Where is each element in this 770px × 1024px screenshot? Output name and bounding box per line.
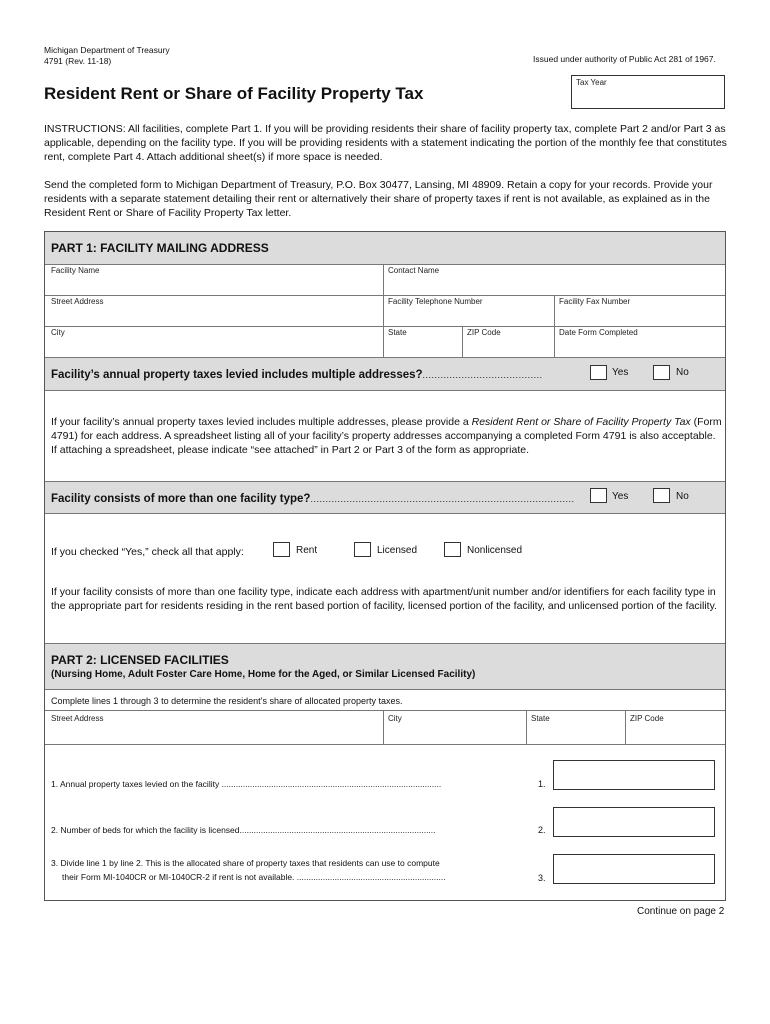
part2-state-label: State [531, 714, 550, 723]
facility-type-yes-checkbox[interactable] [590, 488, 607, 503]
rent-label: Rent [296, 545, 318, 556]
street-address-field[interactable] [45, 296, 383, 326]
facility-type-question: Facility consists of more than one facility type?........................................................................................ [51, 493, 575, 505]
page-title: Resident Rent or Share of Facility Property Tax [44, 84, 424, 103]
form-body [44, 231, 726, 901]
tax-year-field[interactable] [571, 75, 725, 109]
part2-street-label: Street Address [51, 714, 104, 723]
facility-type-no-label: No [676, 491, 689, 502]
facility-type-yes-label: Yes [612, 491, 629, 502]
date-completed-field[interactable] [555, 327, 725, 357]
telephone-field[interactable] [384, 296, 554, 326]
line3-number: 3. [538, 873, 546, 883]
facility-name-field[interactable] [45, 265, 383, 295]
instructions-paragraph: INSTRUCTIONS: All facilities, complete Part 1. If you will be providing residents their share of facility property tax, complete Part 2 and/or Part 3 as applicable, depending on the facility type. If you will be providing residents with a statement indicating the portion of the monthly fee that constitutes rent, complete Part 4. Attach additional sheet(s) if more space is needed. [44, 123, 727, 163]
line3-input[interactable] [553, 854, 715, 884]
part2-subtitle: (Nursing Home, Adult Foster Care Home, Home for the Aged, or Similar Licensed Facility) [51, 669, 476, 680]
continue-note: Continue on page 2 [637, 906, 725, 917]
city-label: City [51, 328, 65, 337]
multiple-addresses-no-checkbox[interactable] [653, 365, 670, 380]
tax-year-label: Tax Year [576, 78, 607, 87]
date-completed-label: Date Form Completed [559, 328, 638, 337]
zip-field[interactable] [463, 327, 554, 357]
part2-city-label: City [388, 714, 402, 723]
part2-city-field[interactable] [384, 711, 526, 744]
part1-title: PART 1: FACILITY MAILING ADDRESS [51, 241, 269, 255]
multiple-addresses-note: If your facility’s annual property taxes levied includes multiple addresses, please provide a Resident Rent or Share of Facility Property Tax (Form 4791) for each address. A spreadsheet listing all of your facility’s property addresses accompanying a completed Form 4791 is also acceptable. If attaching a spreadsheet, please indicate “see attached” in Part 2 or Part 3 of the form as appropriate. [51, 416, 722, 456]
line1-number: 1. [538, 779, 546, 789]
part2-intro: Complete lines 1 through 3 to determine the resident’s share of allocated property taxes. [51, 696, 403, 706]
state-field[interactable] [384, 327, 462, 357]
line1-input[interactable] [553, 760, 715, 790]
part2-street-field[interactable] [45, 711, 383, 744]
form-number: 4791 (Rev. 11-18) [44, 56, 112, 66]
line3-label: 3. Divide line 1 by line 2. This is the allocated share of property taxes that residents can use to compute [51, 858, 440, 868]
part2-title: PART 2: LICENSED FACILITIES [51, 653, 229, 667]
licensed-label: Licensed [377, 545, 418, 556]
facility-type-note: If your facility consists of more than one facility type, indicate each address with apartment/unit number and/or identifiers for each facility type in the appropriate part for residents residing in the rent based portion of facility, licensed portion of the facility, and unlicensed portion of the facility. [51, 586, 717, 612]
licensed-checkbox[interactable] [354, 542, 371, 557]
authority-note: Issued under authority of Public Act 281 of 1967. [533, 54, 716, 64]
line1-label: 1. Annual property taxes levied on the facility ............................................................................................. [51, 779, 442, 789]
multiple-addresses-no-label: No [676, 367, 689, 378]
facility-type-no-checkbox[interactable] [653, 488, 670, 503]
line2-input[interactable] [553, 807, 715, 837]
mailing-instructions-paragraph: Send the completed form to Michigan Department of Treasury, P.O. Box 30477, Lansing, MI 48909. Retain a copy for your records. Provide your residents with a separate statement detailing their rent or alternatively their share of property taxes if rent is not available, as explained as in the Resident Rent or Share of Facility Property Tax letter. [44, 179, 713, 219]
multiple-addresses-yes-checkbox[interactable] [590, 365, 607, 380]
part2-zip-field[interactable] [626, 711, 725, 744]
city-field[interactable] [45, 327, 383, 357]
check-all-prompt: If you checked “Yes,” check all that apply: [51, 546, 244, 558]
multiple-addresses-yes-label: Yes [612, 367, 629, 378]
line3-label-continued: their Form MI-1040CR or MI-1040CR-2 if rent is not available. ............................................................... [62, 872, 446, 882]
facility-name-label: Facility Name [51, 266, 100, 275]
zip-label: ZIP Code [467, 328, 501, 337]
part2-state-field[interactable] [527, 711, 625, 744]
nonlicensed-checkbox[interactable] [444, 542, 461, 557]
street-address-label: Street Address [51, 297, 104, 306]
multiple-addresses-question: Facility’s annual property taxes levied includes multiple addresses?........................................ [51, 369, 543, 381]
contact-name-field[interactable] [384, 265, 725, 295]
fax-field[interactable] [555, 296, 725, 326]
part2-zip-label: ZIP Code [630, 714, 664, 723]
line2-label: 2. Number of beds for which the facility is licensed................................................................................... [51, 825, 436, 835]
agency-name: Michigan Department of Treasury [44, 45, 170, 55]
nonlicensed-label: Nonlicensed [467, 545, 523, 556]
telephone-label: Facility Telephone Number [388, 297, 483, 306]
state-label: State [388, 328, 407, 337]
line2-number: 2. [538, 825, 546, 835]
contact-name-label: Contact Name [388, 266, 440, 275]
rent-checkbox[interactable] [273, 542, 290, 557]
fax-label: Facility Fax Number [559, 297, 631, 306]
